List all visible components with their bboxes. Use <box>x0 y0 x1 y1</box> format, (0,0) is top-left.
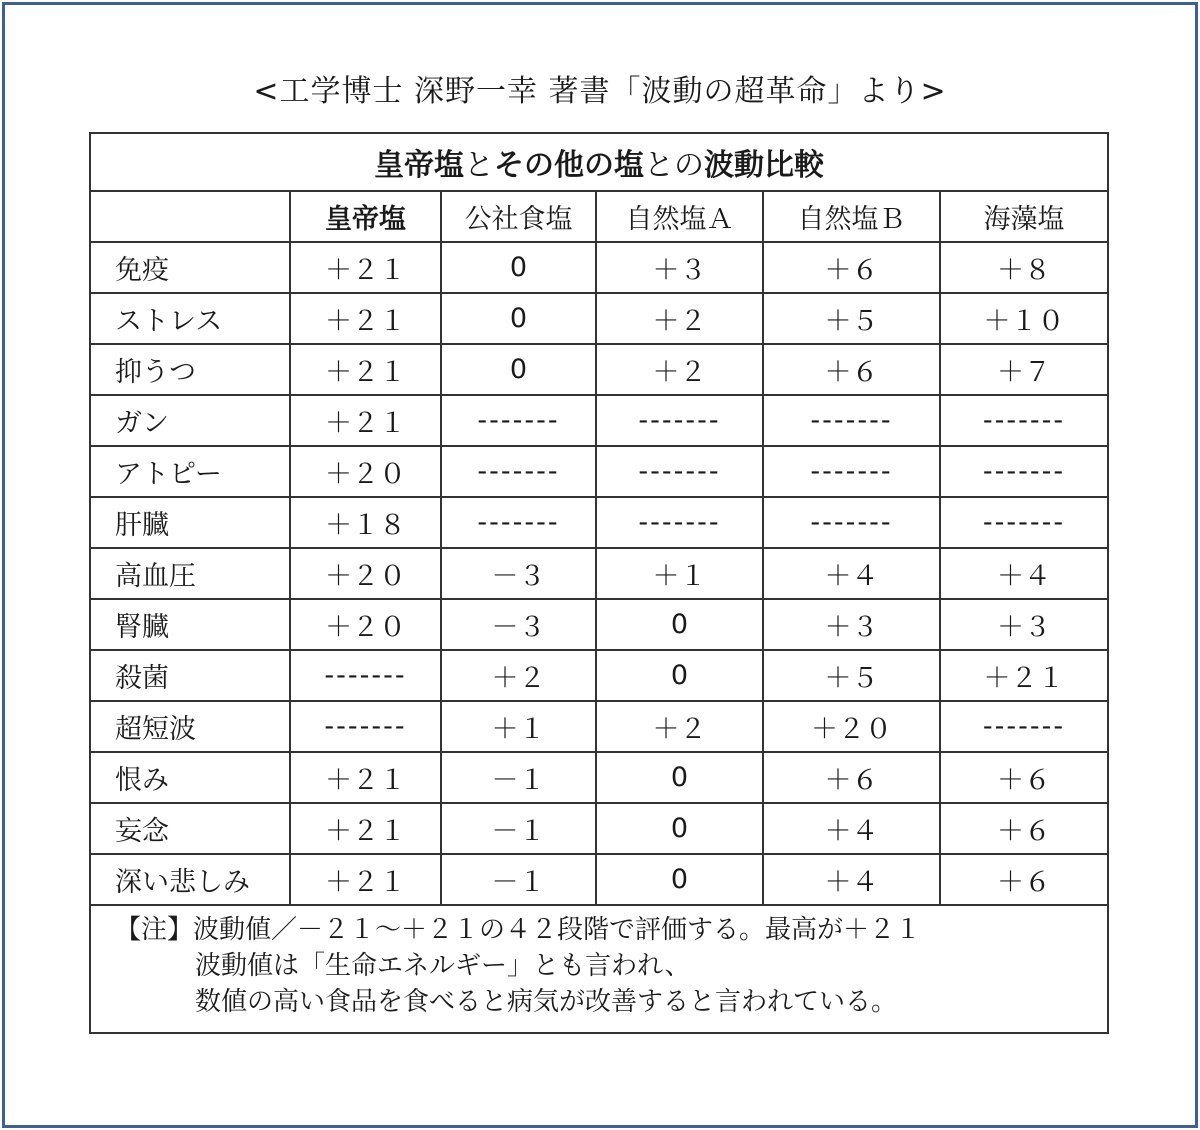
value-cell: ＋２ <box>596 293 763 344</box>
table-row <box>90 242 1108 293</box>
row-label: 腎臓 <box>90 599 290 650</box>
value-cell: ＋６ <box>763 752 940 803</box>
header-cell: 自然塩Ａ <box>596 191 763 242</box>
value-cell: ＋６ <box>763 344 940 395</box>
value-cell: ＋４ <box>763 854 940 905</box>
value-cell: ＋５ <box>763 650 940 701</box>
value-cell: ------- <box>290 701 441 752</box>
value-cell: ＋１ <box>596 548 763 599</box>
value-cell: －３ <box>441 548 596 599</box>
value-cell: ＋４ <box>763 803 940 854</box>
value-cell: ＋２１ <box>290 293 441 344</box>
title-part-imperial-salt: 皇帝塩 <box>374 148 465 183</box>
table-body <box>90 242 1108 905</box>
row-label: ストレス <box>90 293 290 344</box>
table-row <box>90 293 1108 344</box>
row-label: 殺菌 <box>90 650 290 701</box>
value-cell: ＋２１ <box>290 752 441 803</box>
table-row <box>90 752 1108 803</box>
value-cell: ＋２０ <box>763 701 940 752</box>
value-cell: ＋３ <box>596 242 763 293</box>
row-label: 超短波 <box>90 701 290 752</box>
value-cell: ------- <box>940 395 1108 446</box>
value-cell: ＋８ <box>940 242 1108 293</box>
row-label: 恨み <box>90 752 290 803</box>
value-cell: ＋２０ <box>290 446 441 497</box>
row-label: 免疫 <box>90 242 290 293</box>
value-cell: ------- <box>940 497 1108 548</box>
value-cell: 0 <box>441 344 596 395</box>
value-cell: －１ <box>441 752 596 803</box>
header-row <box>90 191 1108 242</box>
row-label: 深い悲しみ <box>90 854 290 905</box>
note-line-2: 波動値は「生命エネルギー」とも言われ、 <box>195 951 691 981</box>
value-cell: ＋２１ <box>290 395 441 446</box>
row-label: 高血圧 <box>90 548 290 599</box>
value-cell: ＋６ <box>940 854 1108 905</box>
value-cell: 0 <box>441 293 596 344</box>
value-cell: ＋２１ <box>290 803 441 854</box>
title-part-wave-comparison: 波動比較 <box>704 148 825 183</box>
table-row <box>90 854 1108 905</box>
value-cell: ＋２１ <box>940 650 1108 701</box>
source-caption: <工学博士 深野一幸 著書「波動の超革命」より> <box>253 74 947 109</box>
value-cell: ＋５ <box>763 293 940 344</box>
note-text-1: 波動値／－２１～＋２１の４２段階で評価する。最高が＋２１ <box>193 915 922 945</box>
table-row <box>90 395 1108 446</box>
table-row <box>90 701 1108 752</box>
table-title <box>90 133 1108 191</box>
value-cell: 0 <box>596 752 763 803</box>
value-cell: ＋６ <box>940 752 1108 803</box>
value-cell: ＋２１ <box>290 854 441 905</box>
value-cell: ------- <box>596 446 763 497</box>
note-row <box>90 905 1108 1033</box>
table-row <box>90 548 1108 599</box>
table-row <box>90 650 1108 701</box>
value-cell: ＋２０ <box>290 548 441 599</box>
table-title-row <box>90 133 1108 191</box>
value-cell: ＋４ <box>940 548 1108 599</box>
value-cell: ＋４ <box>763 548 940 599</box>
header-cell: 自然塩Ｂ <box>763 191 940 242</box>
value-cell: ＋２１ <box>290 242 441 293</box>
note-prefix: 【注】 <box>115 915 194 945</box>
value-cell: 0 <box>596 854 763 905</box>
value-cell: ＋６ <box>940 803 1108 854</box>
header-cell: 皇帝塩 <box>290 191 441 242</box>
value-cell: ------- <box>763 497 940 548</box>
value-cell: ＋２ <box>596 344 763 395</box>
value-cell: ＋３ <box>940 599 1108 650</box>
header-cell: 公社食塩 <box>441 191 596 242</box>
table-row <box>90 497 1108 548</box>
row-label: 肝臓 <box>90 497 290 548</box>
value-cell: ＋２ <box>596 701 763 752</box>
table-row <box>90 599 1108 650</box>
value-cell: ＋１ <box>441 701 596 752</box>
value-cell: ＋１０ <box>940 293 1108 344</box>
value-cell: ＋７ <box>940 344 1108 395</box>
value-cell: ------- <box>763 446 940 497</box>
table-row <box>90 446 1108 497</box>
table-row <box>90 803 1108 854</box>
row-label: アトピー <box>90 446 290 497</box>
value-cell: 0 <box>441 242 596 293</box>
value-cell: ------- <box>441 395 596 446</box>
row-label: ガン <box>90 395 290 446</box>
value-cell: ------- <box>763 395 940 446</box>
value-cell: 0 <box>596 599 763 650</box>
value-cell: ------- <box>290 650 441 701</box>
note-line-1 <box>115 912 1107 948</box>
row-label: 抑うつ <box>90 344 290 395</box>
value-cell: ＋６ <box>763 242 940 293</box>
value-cell: ＋２１ <box>290 344 441 395</box>
value-cell: －１ <box>441 854 596 905</box>
value-cell: ＋２ <box>441 650 596 701</box>
header-cell-blank <box>90 191 290 242</box>
value-cell: ＋３ <box>763 599 940 650</box>
note-line-3: 数値の高い食品を食べると病気が改善すると言われている。 <box>195 987 898 1017</box>
value-cell: －１ <box>441 803 596 854</box>
note-cell <box>90 905 1108 1033</box>
value-cell: ------- <box>441 497 596 548</box>
table-row <box>90 344 1108 395</box>
title-part-other-salts: その他の塩 <box>494 148 645 183</box>
value-cell: ------- <box>596 395 763 446</box>
value-cell: 0 <box>596 803 763 854</box>
value-cell: ------- <box>940 446 1108 497</box>
title-part-tono: との <box>644 148 705 183</box>
value-cell: ------- <box>441 446 596 497</box>
value-cell: ＋２０ <box>290 599 441 650</box>
title-part-to: と <box>464 148 495 183</box>
row-label: 妄念 <box>90 803 290 854</box>
value-cell: ------- <box>596 497 763 548</box>
value-cell: －３ <box>441 599 596 650</box>
value-cell: ＋１８ <box>290 497 441 548</box>
wave-comparison-table <box>89 132 1109 1034</box>
value-cell: 0 <box>596 650 763 701</box>
header-cell: 海藻塩 <box>940 191 1108 242</box>
value-cell: ------- <box>940 701 1108 752</box>
